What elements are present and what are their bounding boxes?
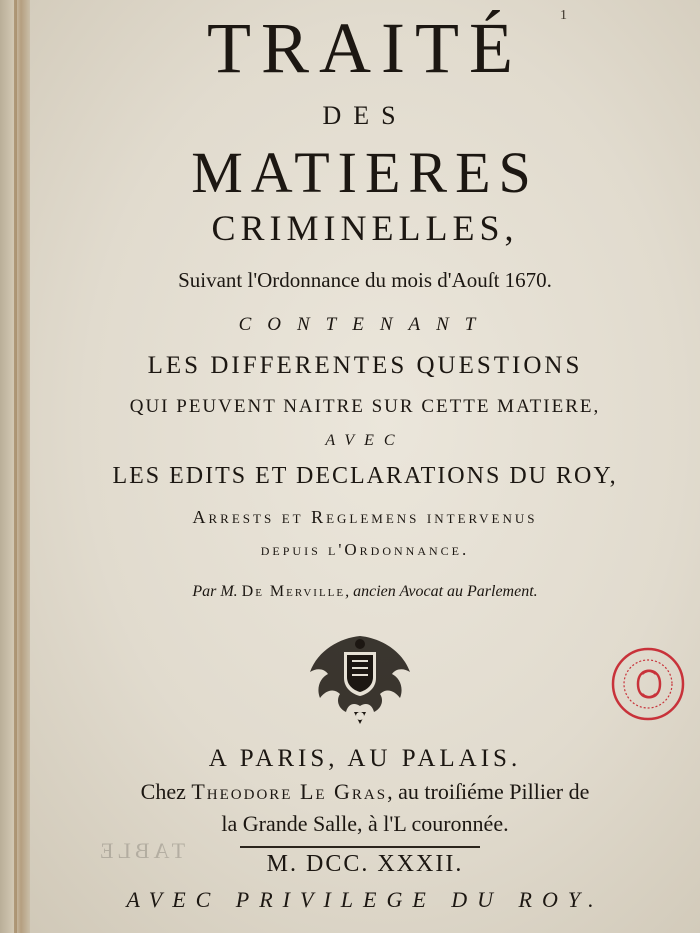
title-word-des: DES <box>322 101 408 130</box>
fleuron-ornament-icon <box>300 628 420 728</box>
title-word-traite: TRAITÉ <box>207 8 523 88</box>
edits-line: LES EDITS ET DECLARATIONS DU ROY, <box>112 463 618 489</box>
avec-line: AVEC <box>325 432 405 449</box>
imprint-address: la Grande Salle, à l'L couronnée. <box>221 811 509 836</box>
printer-prefix: Chez <box>140 779 192 804</box>
page-mark: 1 <box>560 8 567 23</box>
printer-name: Theodore Le Gras <box>191 779 388 804</box>
imprint-year: M. DCC. XXXII. <box>266 851 464 877</box>
subtitle-ordonnance: Suivant l'Ordonnance du mois d'Aouſt 1670. <box>178 268 552 292</box>
imprint-privilege: AVEC PRIVILEGE DU ROY. <box>126 887 604 912</box>
title-word-matieres: MATIERES <box>191 140 539 205</box>
imprint-place: A PARIS, AU PALAIS. <box>208 745 522 772</box>
author-line <box>30 580 700 604</box>
library-stamp-icon <box>608 644 688 724</box>
questions-line: LES DIFFERENTES QUESTIONS <box>147 352 583 379</box>
arrests-line: Arrests et Reglemens intervenus <box>192 507 538 527</box>
author-prefix: Par M. <box>192 583 242 600</box>
binding-edge <box>14 0 17 933</box>
book-binding <box>0 0 30 933</box>
author-name: De Merville <box>241 583 346 600</box>
offset-mirror-text: TABLE <box>96 838 186 863</box>
title-word-criminelles: CRIMINELLES, <box>211 208 519 248</box>
depuis-line: depuis l'Ordonnance. <box>260 540 470 559</box>
contenant-line: CONTENANT <box>238 314 492 335</box>
printer-suffix: , au troiſiéme Pillier de <box>387 779 590 804</box>
author-suffix: , ancien Avocat au Parlement. <box>345 583 538 600</box>
imprint-printer <box>30 776 700 808</box>
matiere-line: QUI PEUVENT NAITRE SUR CETTE MATIERE, <box>129 396 601 417</box>
